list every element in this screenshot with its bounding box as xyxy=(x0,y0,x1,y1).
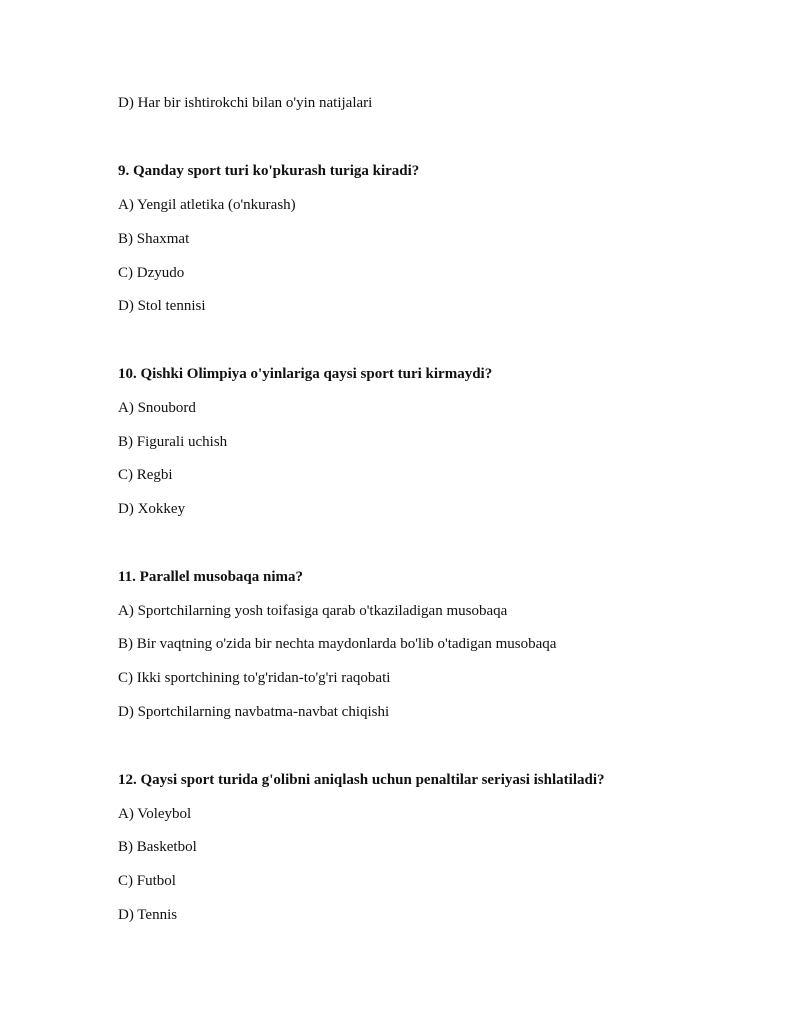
question-9-option-d: D) Stol tennisi xyxy=(118,298,206,314)
question-12-option-a: A) Voleybol xyxy=(118,806,192,822)
question-11: 11. Parallel musobaqa nima? xyxy=(118,569,304,585)
question-10-option-c: C) Regbi xyxy=(118,467,173,483)
question-10: 10. Qishki Olimpiya o'yinlariga qaysi sport turi kirmaydi? xyxy=(118,366,493,382)
question-12-option-d: D) Tennis xyxy=(118,907,178,923)
question-12: 12. Qaysi sport turida g'olibni aniqlash uchun penaltilar seriyasi ishlatiladi? xyxy=(118,772,605,788)
question-11-option-d: D) Sportchilarning navbatma-navbat chiqishi xyxy=(118,704,390,720)
question-10-option-a: A) Snoubord xyxy=(118,400,196,416)
question-12-option-b: B) Basketbol xyxy=(118,839,197,855)
question-9-option-c: C) Dzyudo xyxy=(118,265,185,281)
question-9: 9. Qanday sport turi ko'pkurash turiga kiradi? xyxy=(118,163,420,179)
question-11-option-a: A) Sportchilarning yosh toifasiga qarab o'tkaziladigan musobaqa xyxy=(118,603,508,619)
carryover-option: D) Har bir ishtirokchi bilan o'yin natijalari xyxy=(118,95,373,111)
question-11-option-b: B) Bir vaqtning o'zida bir nechta maydonlarda bo'lib o'tadigan musobaqa xyxy=(118,636,557,652)
question-10-option-b: B) Figurali uchish xyxy=(118,434,228,450)
question-9-option-a: A) Yengil atletika (o'nkurash) xyxy=(118,197,296,213)
question-10-option-d: D) Xokkey xyxy=(118,501,186,517)
question-12-option-c: C) Futbol xyxy=(118,873,176,889)
question-11-option-c: C) Ikki sportchining to'g'ridan-to'g'ri raqobati xyxy=(118,670,391,686)
question-9-option-b: B) Shaxmat xyxy=(118,231,190,247)
